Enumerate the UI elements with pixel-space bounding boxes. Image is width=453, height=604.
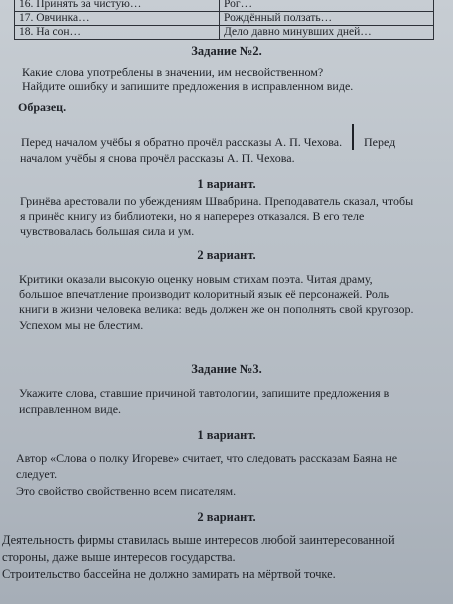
table-row (15, 0, 434, 12)
task2-instruction-line: Какие слова употреблены в значении, им несвойственном? (22, 65, 324, 79)
task3-variant2-line: стороны, даже выше интересов государства. (2, 550, 236, 564)
sample-line: Перед началом учёбы я обратно прочёл рассказы А. П. Чехова. (21, 135, 343, 149)
task3-variant1-line: Автор «Слова о полку Игореве» считает, что следовать рассказам Баяна не (16, 451, 398, 465)
task2-variant1-line: я принёс книгу из библиотеки, но я наперерез отказался. В его теле (20, 209, 365, 223)
sample-line: началом учёбы я снова прочёл рассказы А. П. Чехова. (20, 151, 295, 165)
table-cell: 18. На сон… (15, 26, 220, 40)
sample-line: Перед (364, 135, 396, 149)
task2-title: Задание №2. (191, 44, 262, 58)
table-cell: Дело давно минувших дней… (220, 26, 434, 40)
task2-instruction-line: Найдите ошибку и запишите предложения в исправленном виде. (22, 79, 354, 93)
table-row (15, 26, 434, 40)
task3-variant1-title: 1 вариант. (197, 428, 256, 442)
task3-title: Задание №3. (191, 362, 262, 376)
task2-variant2-title: 2 вариант. (197, 248, 256, 262)
task3-instruction-line: Укажите слова, ставшие причиной тавтологии, запишите предложения в (19, 386, 390, 400)
task3-instruction-line: исправленном виде. (19, 402, 122, 416)
task2-variant2-line: Успехом мы не блестим. (19, 318, 144, 332)
table-cell: 16. Принять за чистую… (15, 0, 220, 12)
task2-variant2-line: большое впечатление производит колоритный язык её персонажей. Роль (19, 287, 390, 301)
task3-variant1-line: Это свойство свойственно всем писателям. (16, 484, 237, 498)
task3-variant2-line: Деятельность фирмы ставилась выше интересов любой заинтересованной (2, 533, 395, 547)
task2-variant2-line: Критики оказали высокую оценку новым стихам поэта. Читая драму, (19, 272, 373, 286)
task3-variant2-line: Строительство бассейна не должно замирать на мёртвой точке. (2, 567, 336, 581)
sample-label: Образец. (18, 100, 67, 114)
task2-variant1-line: Гринёва арестовали по убеждениям Швабрина. Преподаватель сказал, чтобы (20, 194, 414, 208)
proverbs-table (14, 0, 434, 40)
table-cell: Рог… (220, 0, 434, 12)
task2-variant2-line: книги в жизни человека велика: ведь должен же он пополнять свой кругозор. (19, 302, 414, 316)
table-cell: 17. Овчинка… (15, 12, 220, 26)
task3-variant1-line: следует. (16, 467, 58, 481)
task2-variant1-line: чувствовалась большая сила и ум. (20, 224, 195, 238)
task3-variant2-title: 2 вариант. (197, 510, 256, 524)
divider (352, 124, 354, 150)
table-cell: Рождённый ползать… (220, 12, 434, 26)
task2-variant1-title: 1 вариант. (197, 177, 256, 191)
table-row (15, 12, 434, 26)
